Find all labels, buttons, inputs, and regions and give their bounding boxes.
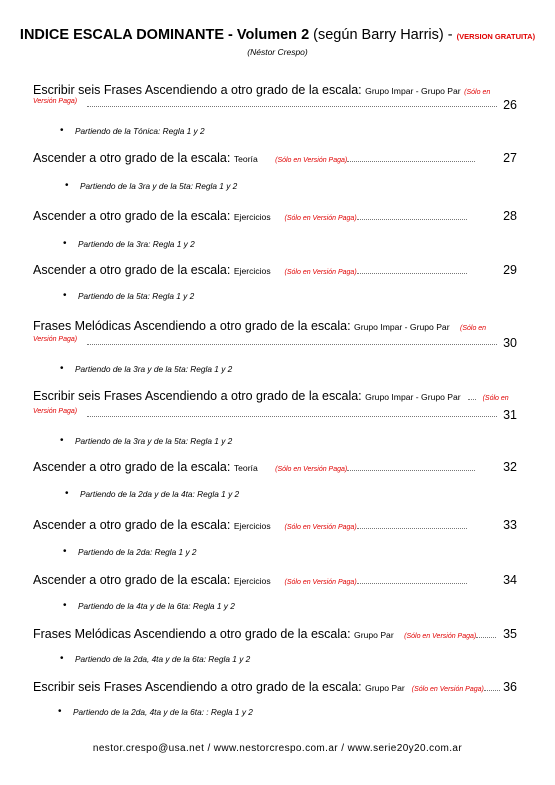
- entry-title: Ascender a otro grado de la escala:: [33, 263, 231, 277]
- entry-paid-note-line2: Versión Paga): [33, 408, 78, 415]
- entry-page-number: 32: [503, 460, 517, 474]
- entry-group: Ejercicios: [233, 521, 271, 531]
- entry-title: Frases Melódicas Ascendiendo a otro grado de la escala:: [33, 319, 351, 333]
- entry-subitem: • Partiendo de la 3ra: Regla 1 y 2: [78, 239, 195, 249]
- entry-paid-note-continued: [33, 336, 495, 343]
- entry-paid-note: (Sólo en Versión Paga): [284, 215, 357, 222]
- entry-paid-note: (Sólo en Versión Paga): [284, 524, 357, 531]
- entry-page-number: 30: [503, 336, 517, 350]
- leader-dots: [357, 272, 467, 274]
- entry-subitem: • Partiendo de la 3ra y de la 5ta: Regla 1 y 2: [75, 436, 232, 446]
- entry-group: Grupo Par: [354, 630, 394, 640]
- title-subtitle: (según Barry Harris) -: [309, 27, 457, 43]
- entry-paid-note: (Sólo en Versión Paga): [275, 157, 348, 164]
- entry-heading: [33, 680, 517, 697]
- toc-entry-11: [33, 680, 517, 717]
- entry-paid-note: (Sólo en Versión Paga): [404, 633, 477, 640]
- entry-paid-note: (Sólo en Versión Paga): [275, 466, 348, 473]
- entry-group: Grupo Impar - Grupo Par: [365, 86, 461, 96]
- footer-contact: nestor.crespo@usa.net / www.nestorcrespo.com.ar / www.serie20y20.com.ar: [92, 743, 463, 754]
- toc-entry-5: [33, 319, 517, 374]
- entry-subitem: • Partiendo de la 4ta y de la 6ta: Regla 1 y 2: [78, 601, 235, 611]
- entry-subitem: • Partiendo de la 2da: Regla 1 y 2: [78, 547, 197, 557]
- entry-subitem: • Partiendo de la 2da, 4ta y de la 6ta: : Regla 1 y 2: [73, 707, 253, 717]
- entry-paid-note-continued: [33, 98, 495, 105]
- entry-heading: [33, 460, 517, 477]
- entry-title: Escribir seis Frases Ascendiendo a otro grado de la escala:: [33, 83, 362, 97]
- entry-title: Ascender a otro grado de la escala:: [33, 460, 231, 474]
- entry-group: Ejercicios: [233, 576, 271, 586]
- entry-heading: [33, 263, 517, 280]
- toc-entry-8: [33, 518, 517, 557]
- toc-entry-6: [33, 389, 517, 446]
- entry-title: Escribir seis Frases Ascendiendo a otro grado de la escala:: [33, 389, 362, 403]
- entry-title: Ascender a otro grado de la escala:: [33, 518, 231, 532]
- entry-paid-note: (Sólo en: [460, 325, 487, 332]
- entry-title: Ascender a otro grado de la escala:: [33, 209, 231, 223]
- entry-title: Frases Melódicas Ascendiendo a otro grado de la escala:: [33, 627, 351, 641]
- entry-heading: [33, 627, 517, 644]
- entry-page-number: 26: [503, 98, 517, 112]
- entry-title: Ascender a otro grado de la escala:: [33, 573, 231, 587]
- entry-page-number: 27: [503, 151, 517, 165]
- entry-group: Grupo Impar - Grupo Par: [354, 322, 450, 332]
- entry-paid-note: (Sólo en Versión Paga): [284, 269, 357, 276]
- leader-dots: [87, 105, 497, 107]
- title-main: INDICE ESCALA DOMINANTE -: [19, 27, 237, 43]
- entry-heading: [33, 389, 517, 406]
- entry-group: Teoría: [233, 463, 258, 473]
- entry-heading: [33, 319, 517, 336]
- entry-heading: [33, 209, 517, 226]
- leader-dots: [87, 415, 497, 417]
- entry-page-number: 35: [503, 627, 517, 641]
- entry-subitem: • Partiendo de la 2da y de la 4ta: Regla 1 y 2: [80, 489, 239, 499]
- title-volume: Volumen 2: [236, 27, 310, 43]
- toc-entry-2: [33, 151, 517, 191]
- entry-subitem: • Partiendo de la 3ra y de la 5ta: Regla 1 y 2: [80, 181, 237, 191]
- entry-group: Teoría: [233, 154, 258, 164]
- entry-subitem: • Partiendo de la 5ta: Regla 1 y 2: [78, 291, 194, 301]
- entry-heading: [33, 151, 517, 168]
- author: (Néstor Crespo): [247, 47, 308, 57]
- entry-page-number: 33: [503, 518, 517, 532]
- leader-dots: [87, 343, 497, 345]
- entry-title: Ascender a otro grado de la escala:: [33, 151, 231, 165]
- entry-group: Grupo Impar - Grupo Par: [365, 392, 461, 402]
- entry-group: Ejercicios: [233, 266, 271, 276]
- entry-paid-note: (Sólo en: [464, 89, 491, 96]
- entry-paid-note: (Sólo en Versión Paga): [411, 686, 484, 693]
- leader-dots: [357, 218, 467, 220]
- entry-subitem: • Partiendo de la 3ra y de la 5ta: Regla 1 y 2: [75, 364, 232, 374]
- entry-heading: [33, 518, 517, 535]
- leader-dots: [357, 527, 467, 529]
- entry-subitem: • Partiendo de la Tónica: Regla 1 y 2: [75, 126, 205, 136]
- entry-page-number: 29: [503, 263, 517, 277]
- toc-entry-1: [33, 83, 517, 136]
- entry-page-number: 34: [503, 573, 517, 587]
- toc-entry-10: [33, 627, 517, 664]
- leader-dots: [357, 582, 467, 584]
- entry-group: Ejercicios: [233, 212, 271, 222]
- entry-paid-note-line2: Versión Paga): [33, 336, 78, 343]
- entry-paid-note: (Sólo en: [482, 395, 509, 402]
- entry-group: Grupo Par: [365, 683, 405, 693]
- entry-subitem: • Partiendo de la 2da, 4ta y de la 6ta: Regla 1 y 2: [75, 654, 250, 664]
- entry-page-number: 36: [503, 680, 517, 694]
- entry-page-number: 31: [503, 408, 517, 422]
- document-title: [0, 27, 555, 43]
- leader-dots: [484, 689, 500, 691]
- toc-entry-7: [33, 460, 517, 499]
- toc-entry-4: [33, 263, 517, 301]
- leader-dots: [347, 160, 475, 162]
- entry-title: Escribir seis Frases Ascendiendo a otro grado de la escala:: [33, 680, 362, 694]
- leader-dots: [476, 636, 496, 638]
- toc-entry-9: [33, 573, 517, 611]
- toc-entry-3: [33, 209, 517, 249]
- entry-paid-note: (Sólo en Versión Paga): [284, 579, 357, 586]
- title-badge: (VERSION GRATUITA): [456, 32, 536, 41]
- entry-page-number: 28: [503, 209, 517, 223]
- leader-dots-short: [468, 398, 476, 400]
- entry-heading: [33, 573, 517, 590]
- leader-dots: [347, 469, 475, 471]
- entry-paid-note-line2: Versión Paga): [33, 98, 78, 105]
- entry-paid-note-continued: [33, 408, 495, 415]
